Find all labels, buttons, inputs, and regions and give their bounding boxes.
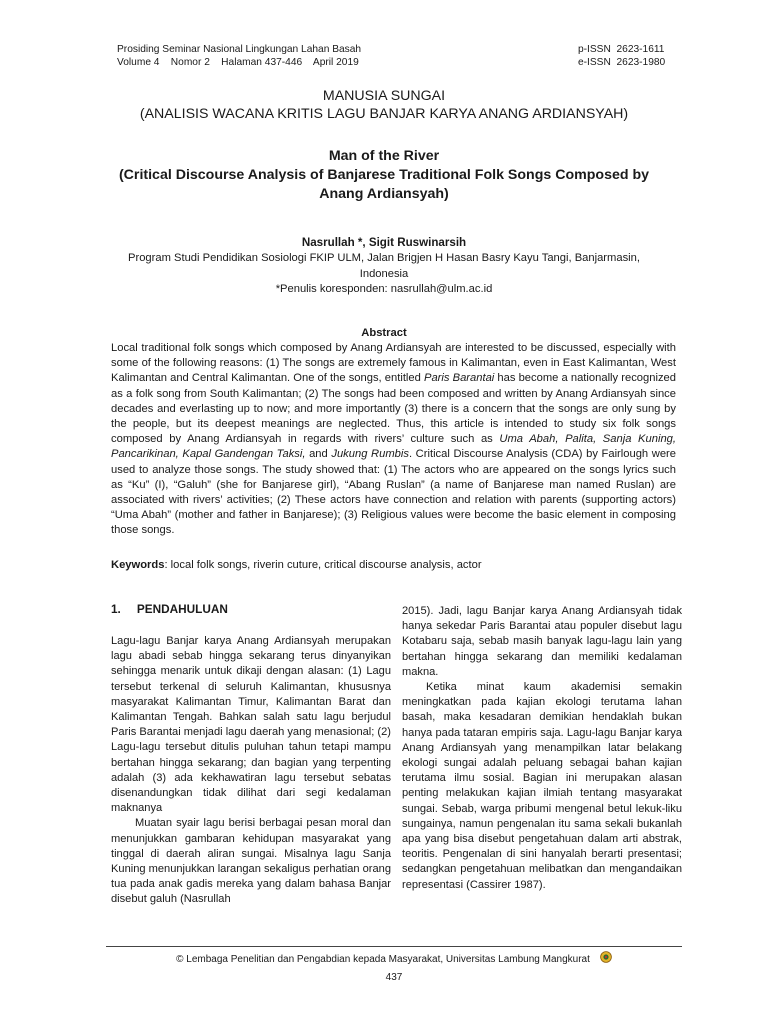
print-issn: p-ISSN 2623-1611 (578, 44, 665, 55)
song-title: Jukung Rumbis (331, 448, 409, 461)
paragraph: Ketika minat kaum akademisi semakin meningkatkan pada kajian ekologi terutama lahan basah, maka kesadaran demikian hendaklah bukan hanya pada tataran empiris saja. Lagu-lagu Banjar karya Anang Ardiansyah yang menampilkan latar belakang ekologi sungai adalah peluang sebagai bahan kajian terutama ilmu sosial. Bagian ini merupakan alasan penting melakukan kajian ilmiah tentang masyarakat sungai. Sebab, warga pribumi mengenal betul lekuk-liku sungainya, namun pengenalan itu sama sekali bukanlah apa yang bisa disebut pengetahuan dalam arti abstrak, teoritis. Pengenalan di sini hanyalah berarti presentasi; sedangkan pengetahuan melibatkan dan mengandaikan representasi (Cassirer 1987). (402, 681, 682, 891)
title-en-line3: Anang Ardiansyah) (319, 186, 449, 202)
page-number: 437 (385, 972, 403, 983)
proceedings-name: Prosiding Seminar Nasional Lingkungan Lahan Basah (117, 44, 362, 55)
copyright-text: © Lembaga Penelitian dan Pengabdian kepada Masyarakat, Universitas Lambung Mangkurat (176, 953, 590, 965)
paragraph: Muatan syair lagu berisi berbagai pesan moral dan menunjukkan gambaran kehidupan masyarakat yang tinggal di daerah aliran sungai. Misalnya lagu Sanja Kuning menunjukkan larangan sekaligus perhatian orang tua pada anak gadis mereka yang dalam bahasa Banjar disebut galuh (Nasrullah (111, 817, 392, 906)
issue-info: Volume 4 Nomor 2 Halaman 437-446 April 2019 (117, 57, 359, 68)
section-number: 1. (111, 602, 121, 616)
song-list: Uma Abah, Palita, Sanja Kuning, Pancarikinan, Kapal Gandengan Taksi, (111, 433, 676, 461)
keywords-label: Keywords (111, 559, 165, 571)
keywords-text: : local folk songs, riverin cuture, critical discourse analysis, actor (164, 559, 482, 571)
title-indonesian (60, 87, 708, 123)
title-en-line2: (Critical Discourse Analysis of Banjarese Traditional Folk Songs Composed by (118, 167, 650, 183)
title-english (60, 147, 708, 204)
section-title: PENDAHULUAN (136, 602, 228, 616)
paragraph: Lagu-lagu Banjar karya Anang Ardiansyah merupakan lagu abadi sebab hingga sekarang terus dinyanyikan sehingga menarik untuk dikaji dengan alasan: (1) Lagu tersebut terkenal di seluruh Kalimantan, khususnya masyarakat Kalimantan Timur, Kalimantan Barat dan Kalimantan Tengah. Bahkan salah satu lagu berjudul Paris Barantai menjadi lagu daerah yang menasional; (2) Lagu-lagu tersebut ditulis puluhan tahun tetapi mampu bertahan hingga sekarang; dan bagian yang terpenting adalah (3) ada kekhawatiran lagu tersebut sebatas disenandungkan tidak dilihat dari segi kedalaman maknanya (111, 635, 391, 815)
university-emblem-icon (600, 951, 612, 967)
affiliation-line2: Indonesia (359, 267, 409, 280)
title-id-line1: MANUSIA SUNGAI (322, 88, 446, 104)
paragraph: 2015). Jadi, lagu Banjar karya Anang Ardiansyah tidak hanya sekedar Paris Barantai atau populer disebut lagu Kotabaru saja, sebab masih banyak lagu-lagu lain yang bertahan hingga sekarang dan memiliki kedalaman makna. (402, 605, 682, 678)
title-en-line1: Man of the River (328, 148, 440, 164)
footer-divider (106, 946, 682, 947)
corresponding-author: *Penulis koresponden: nasrullah@ulm.ac.id (275, 283, 493, 295)
body-column-left (111, 634, 391, 908)
abstract-text: Local traditional folk songs which composed by Anang Ardiansyah are interested to be discussed, especially with some of the following reasons: (1) The songs are extremely famous in Kalimantan, even in East Kalimantan, West Kalimantan and Central Kalimantan. One of the songs, entitled Paris Barantai has become a nationally recognized as a folk song from South Kalimantan; (2) The songs had been composed and written by Anang Ardiansyah since decades and everlasting up to now; and more importantly (3) there is a concern that the songs are only sung by the people, but its deepest meanings are neglected. Thus, this article is intended to study six folk songs composed by Anang Ardiansyah in regards with rivers’ culture such as Uma Abah, Palita, Sanja Kuning, Pancarikinan, Kapal Gandengan Taksi, and Jukung Rumbis. Critical Discourse Analysis (CDA) by Fairlough were used to analyze those songs. The study showed that: (1) The actors who are appeared on the songs lyrics such as “Ku” (I), “Galuh” (she for Banjarese girl), “Abang Ruslan” (a name of Banjarese man named Ruslan) are associated with rivers’ activities; (2) These actors have connection and relation with parents (supporting actors) “Uma Abah” (mother and father in Banjarese); (3) Religious values were become the basic element in composing those songs. (111, 342, 677, 537)
journal-header (117, 43, 361, 69)
song-title: Paris Barantai (424, 372, 495, 385)
section-heading (111, 602, 228, 616)
abstract-heading: Abstract (361, 327, 407, 339)
page-footer (106, 951, 682, 984)
keywords (111, 558, 482, 572)
title-id-line2: (ANALISIS WACANA KRITIS LAGU BANJAR KARYA ANANG ARDIANSYAH) (139, 106, 629, 122)
affiliation-line1: Program Studi Pendidikan Sosiologi FKIP ULM, Jalan Brigjen H Hasan Basry Kayu Tangi, Banjarmasin, (128, 252, 640, 264)
affiliation (110, 251, 658, 298)
electronic-issn: e-ISSN 2623-1980 (578, 57, 666, 68)
issn-block (578, 43, 665, 69)
body-column-right (402, 604, 682, 893)
author-list: Nasrullah *, Sigit Ruswinarsih (301, 236, 467, 249)
